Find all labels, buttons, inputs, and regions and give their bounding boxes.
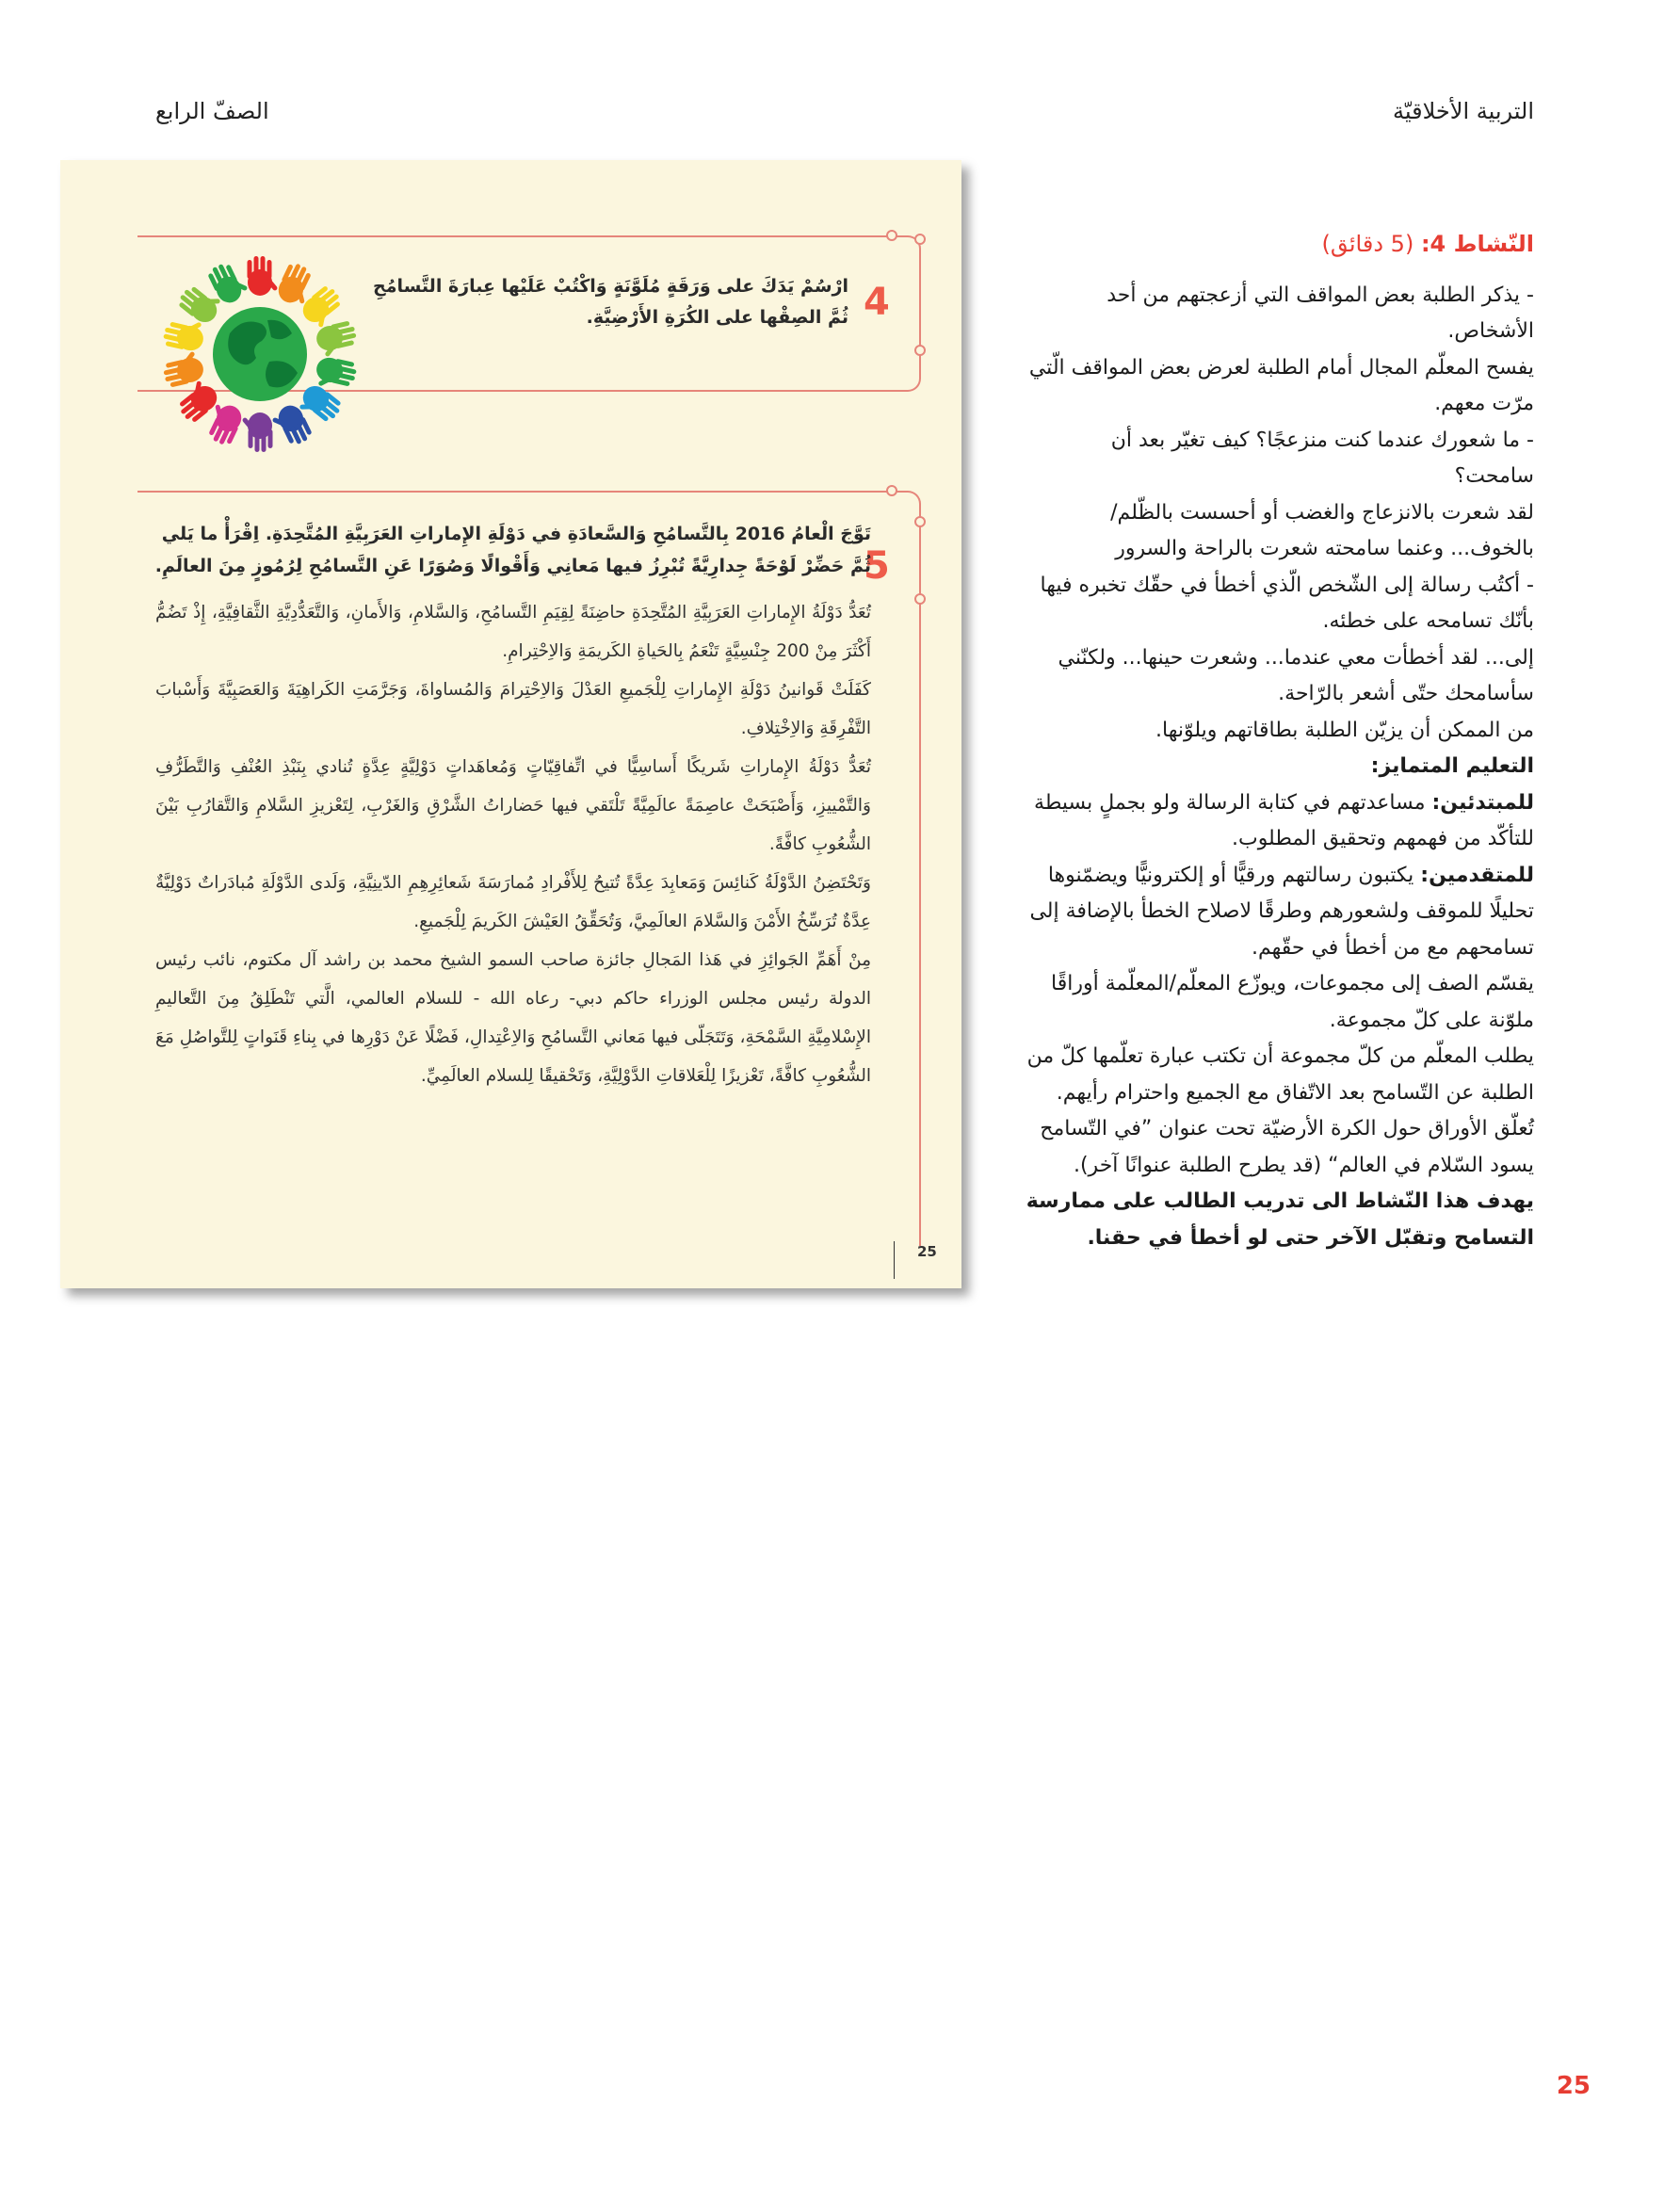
activity-5-reading-text xyxy=(155,593,871,1095)
activity-4-line-2: ثُمَّ الصِقْها على الكُرَةِ الأَرْضِيَّةِ. xyxy=(586,307,848,328)
activity-4-instructions xyxy=(340,271,848,333)
note-line: - ما شعورك عندما كنت منزعجًا؟ كيف تغيّر بعد أن سامحت؟ xyxy=(1110,428,1534,488)
activity-5-number: 5 xyxy=(864,544,890,588)
page-number: 25 xyxy=(1556,2072,1591,2100)
frame-dot xyxy=(886,485,897,496)
textbook-page-inset xyxy=(60,160,961,1288)
activity-goal: يهدف هذا النّشاط الى تدريب الطالب على ممارسة التسامح وتقبّل الآخر حتى لو أخطأ في حقنا. xyxy=(1026,1189,1534,1250)
beginners-text: مساعدتهم في كتابة الرسالة ولو بجملٍ بسيطة للتأكّد من فهمهم وتحقيق المطلوب. xyxy=(1034,790,1534,850)
note-line: من الممكن أن يزيّن الطلبة بطاقاتهم ويلوّنها. xyxy=(1155,718,1534,742)
beginners-note xyxy=(1026,785,1534,858)
activity-4-line-1: ارْسُمْ يَدَكَ على وَرَقَةٍ مُلَوَّنَةٍ وَاكْتُبْ عَلَيْها عِبارَةَ التَّسامُحِ xyxy=(373,276,848,297)
note-line: يطلب المعلّم من كلّ مجموعة أن تكتب عبارة تعلّمها كلّ من الطلبة عن التّسامح بعد الاتّفاق مع الجميع واحترام رأيهم. xyxy=(1026,1044,1534,1105)
inset-page-number: 25 xyxy=(917,1243,937,1260)
frame-dot xyxy=(914,593,926,605)
frame-dot xyxy=(914,516,926,527)
hand-print-icon xyxy=(242,412,273,452)
note-line: - يذكر الطلبة بعض المواقف التي أزعجتهم من أحد الأشخاص. xyxy=(1107,283,1534,343)
note-line: يقسّم الصف إلى مجموعات، ويوزّع المعلّم/المعلّمة أوراقًا ملوّنة على كلّ مجموعة. xyxy=(1051,972,1534,1032)
differentiated-learning-heading: التعليم المتمايز: xyxy=(1370,754,1534,778)
activity-4-number: 4 xyxy=(864,281,890,324)
activity-5-line-1: تَوَّجَ الْعامُ 2016 بِالتَّسامُحِ وَالسَّعادَةِ في دَوْلَةِ الإِماراتِ العَرَبِيَّةِ المُتَّحِدَةِ. اِقْرَأْ ما يَلي xyxy=(161,524,871,544)
frame-dot xyxy=(914,345,926,356)
reading-paragraph: تُعَدُّ دَوْلَةُ الإِماراتِ شَريكًا أَساسِيًّا في اتِّفاقِيّاتٍ وَمُعاهَداتٍ دَوْلِيَّةٍ عِدَّةٍ تُنادي بِنَبْذِ العُنْفِ وَالتَّطَرُّفِ وَالتَّمْييزِ، وَأَصْبَحَتْ عاصِمَةً عالَمِيَّةً تَلْتَقي فيها حَضاراتُ الشَّرْقِ وَالغَرْبِ، لِتَعْزيزِ السَّلامِ وَالتَّقارُبِ بَيْنَ الشُّعُوبِ كافَّةً. xyxy=(155,757,871,854)
note-line: لقد شعرت بالانزعاج والغضب أو أحسست بالظّلم/ بالخوف... وعنما سامحته شعرت بالراحة والسرور xyxy=(1110,500,1534,560)
teacher-notes xyxy=(1026,226,1534,1256)
reading-paragraph: كَفَلَتْ قَوانينُ دَوْلَةِ الإِماراتِ لِلْجَميعِ العَدْلَ وَالاِحْتِرامَ وَالمُساواةَ، وَجَرَّمَتِ الكَراهِيَةَ وَالعَصَبِيَّةَ وَأَسْبابَ التَّفْرِقَةِ وَالاِخْتِلافِ. xyxy=(155,680,871,738)
beginners-label: للمبتدئين: xyxy=(1431,790,1534,815)
frame-dot xyxy=(914,234,926,245)
reading-paragraph: مِنْ أَهَمِّ الجَوائِزِ في هَذا المَجالِ جائزة صاحب السمو الشيخ محمد بن راشد آل مكتوم، نائب رئيس الدولة رئيس مجلس الوزراء حاكم دبي- رعاه الله - للسلام العالمي، الَّتي تَنْطَلِقُ مِنَ التَّعاليمِ الإِسْلامِيَّةِ السَّمْحَةِ، وَتَتَجَلّى فيها مَعاني التَّسامُحِ وَالاِعْتِدالِ، فَضْلًا عَنْ دَوْرِها في بِناءِ قَنَواتٍ لِلتَّواصُلِ مَعَ الشُّعُوبِ كافَّةً، تَعْزيزًا لِلْعَلاقاتِ الدَّوْلِيَّةِ، وَتَحْقيقًا لِلسلام العالَمِيِّ. xyxy=(155,950,871,1086)
activity-duration: (5 دقائق) xyxy=(1321,231,1421,257)
note-line: - أكتُب رسالة إلى الشّخص الّذي أخطأ في حقّك تخبره فيها بأنّك تسامحه على خطئه. xyxy=(1040,573,1534,633)
reading-paragraph: تُعَدُّ دَوْلَةُ الإِماراتِ العَرَبِيَّةِ المُتَّحِدَةِ حاضِنَةً لِقِيَمِ التَّسامُحِ، وَالسَّلامِ، وَالأَمانِ، وَالتَّعَدُّدِيَّةِ الثَّقافِيَّةِ، إِذْ تَضُمُّ أَكْثَرَ مِنْ 200 جِنْسِيَّةٍ تَنْعَمُ بِالحَياةِ الكَريمَةِ وَالاِحْتِرامِ. xyxy=(155,603,871,661)
activity-title xyxy=(1026,226,1534,263)
subject-header: التربية الأخلاقيّة xyxy=(1393,98,1534,124)
advanced-note xyxy=(1026,858,1534,967)
page-number-divider xyxy=(894,1241,895,1279)
advanced-label: للمتقدمين: xyxy=(1420,863,1534,887)
reading-paragraph: وَتَحْتَضِنُ الدَّوْلَةُ كَنائِسَ وَمَعابِدَ عِدَّةً تُتيحُ لِلأَفْرادِ مُمارَسَةَ شَعائِرِهِمِ الدّينِيَّةِ، وَلَدى الدَّوْلَةِ مُبادَراتٌ دَوْلِيَّةٌ عِدَّةٌ تُرَسِّخُ الأَمْنَ وَالسَّلامَ العالَمِيَّ، وَتُحَقِّقُ العَيْشَ الكَريمَ لِلْجَميعِ. xyxy=(155,873,871,931)
activity-5-instructions xyxy=(118,518,871,582)
hand-print-icon xyxy=(248,256,279,296)
note-line: إلى... لقد أخطأت معي عندما... وشعرت حينها... ولكنّني سأسامحك حتّى أشعر بالرّاحة. xyxy=(1058,645,1534,705)
advanced-text: يكتبون رسالتهم ورقيًّا أو إلكترونيًّا ويضمّنوها تحليلًا للموقف ولشعورهم وطرقًا لاصلاح الخطأ بالإضافة إلى تسامحهم مع من أخطأ في حقّهم. xyxy=(1029,863,1534,960)
globe-hands-illustration xyxy=(147,239,373,475)
activity-5-line-2: ثُمَّ حَضِّرْ لَوْحَةً جِدارِيَّةً تُبْرِزُ فيها مَعانِي وَأَقْوالًا وَصُوَرًا عَنِ التَّسامُحِ لِرُمُوزٍ مِنَ العالَمِ. xyxy=(154,556,871,576)
globe-icon xyxy=(213,307,307,401)
grade-header: الصفّ الرابع xyxy=(155,98,269,124)
activity-title-label: النّشاط 4: xyxy=(1420,231,1534,257)
note-line: تُعلّق الأوراق حول الكرة الأرضيّة تحت عنوان ”في التّسامح يسود السّلام في العالم“ (قد يطرح الطلبة عنوانًا آخر). xyxy=(1040,1117,1534,1177)
frame-dot xyxy=(886,230,897,241)
note-line: يفسح المعلّم المجال أمام الطلبة لعرض بعض المواقف الّتي مرّت معهم. xyxy=(1028,355,1534,415)
